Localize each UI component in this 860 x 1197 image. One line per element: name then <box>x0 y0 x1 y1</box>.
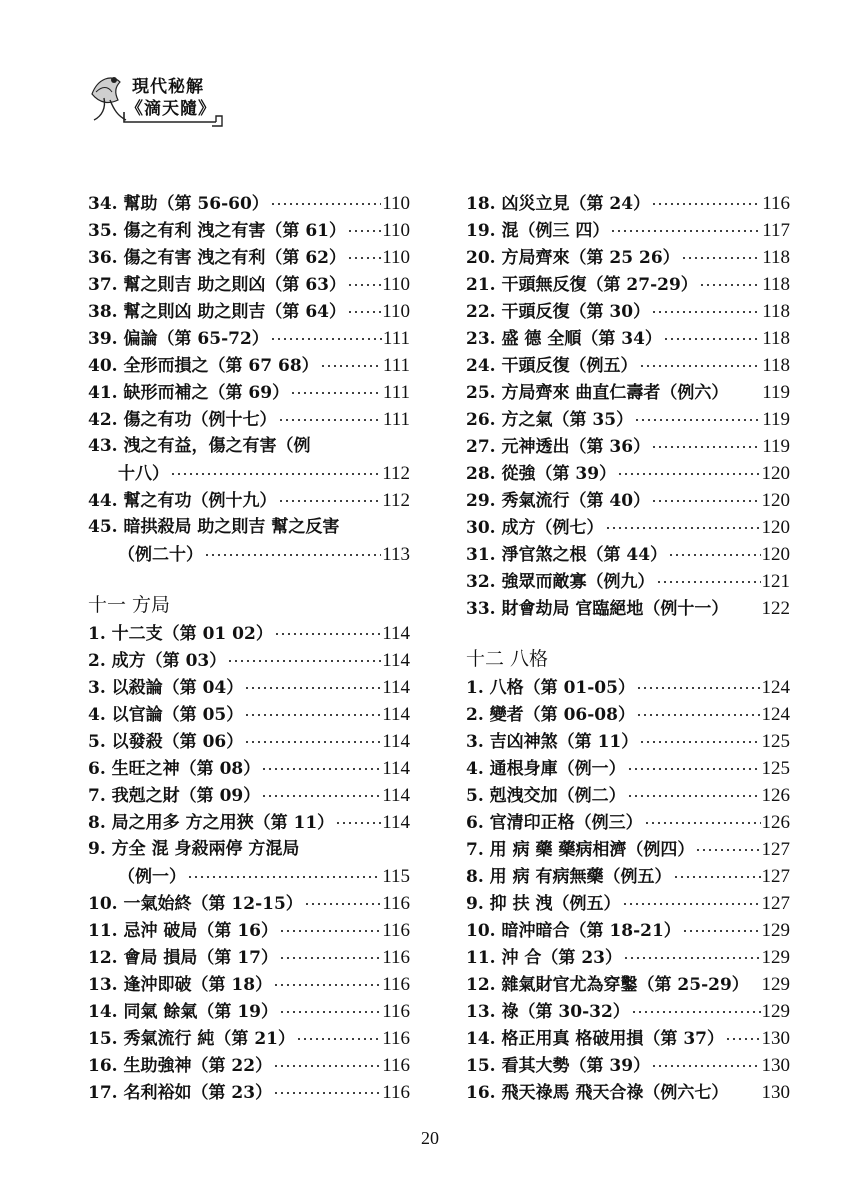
toc-entry-page: 117 <box>762 220 790 241</box>
toc-entry-page: 118 <box>762 274 790 295</box>
toc-entry <box>88 809 410 836</box>
toc-entry-title: 22. 干頭反復（第 30） <box>466 302 651 322</box>
toc-entry <box>466 728 790 755</box>
toc-entry-page: 125 <box>761 731 790 752</box>
toc-entry <box>88 917 410 944</box>
dot-leader <box>651 442 761 452</box>
toc-entry-page: 111 <box>382 382 410 403</box>
toc-entry <box>466 701 790 728</box>
dot-leader <box>320 361 382 371</box>
toc-entry <box>466 674 790 701</box>
toc-entry-title: 3. 吉凶神煞（第 11） <box>466 732 639 752</box>
toc-entry-title: 45. 暗拱殺局 助之則吉 幫之反害 <box>88 517 340 537</box>
dot-leader <box>639 361 762 371</box>
toc-entry <box>88 890 410 917</box>
toc-entry-page: 126 <box>761 785 790 806</box>
toc-entry-page: 120 <box>761 544 790 565</box>
dot-leader <box>347 253 381 263</box>
toc-entry-title: 15. 秀氣流行 純（第 21） <box>88 1029 295 1049</box>
toc-entry <box>466 541 790 568</box>
toc-entry <box>466 568 790 595</box>
dot-leader <box>644 818 761 828</box>
toc-entry-title: 36. 傷之有害 洩之有利（第 62） <box>88 248 346 268</box>
toc-entry-page: 119 <box>762 382 790 403</box>
toc-entry <box>88 1025 410 1052</box>
toc-entry-page: 116 <box>382 1001 410 1022</box>
dot-leader <box>273 1088 381 1098</box>
toc-entry <box>466 836 790 863</box>
toc-entry-title: 7. 用 病 藥 藥病相濟（例四） <box>466 840 695 860</box>
toc-entry-page: 116 <box>382 1055 410 1076</box>
toc-entry-title: 43. 洩之有益，傷之有害（例 <box>88 436 311 456</box>
toc-entry-page: 125 <box>761 758 790 779</box>
toc-entry-page: 110 <box>382 247 410 268</box>
toc-entry <box>88 728 410 755</box>
toc-entry-title: 5. 以發殺（第 06） <box>88 732 244 752</box>
dot-leader <box>623 953 761 963</box>
dot-leader <box>278 496 382 506</box>
dot-leader <box>725 1034 761 1044</box>
toc-entry-title: 16. 生助強神（第 22） <box>88 1056 273 1076</box>
toc-entry <box>88 701 410 728</box>
toc-entry-page: 116 <box>382 974 410 995</box>
toc-entry-page: 127 <box>761 893 790 914</box>
toc-entry-page: 111 <box>382 328 410 349</box>
toc-entry-page: 110 <box>382 274 410 295</box>
toc-entry <box>88 190 410 217</box>
book-header-logo <box>84 64 234 128</box>
dot-leader <box>651 307 761 317</box>
toc-entry-page: 110 <box>382 301 410 322</box>
dot-leader <box>187 872 381 882</box>
toc-entry-page: 114 <box>382 704 410 725</box>
toc-entry-page: 114 <box>382 785 410 806</box>
toc-entry <box>88 406 410 433</box>
header-title-line1: 現代秘解 <box>132 77 204 97</box>
toc-entry-page: 114 <box>382 623 410 644</box>
toc-entry-page: 124 <box>761 677 790 698</box>
toc-entry-page: 115 <box>382 866 410 887</box>
toc-entry <box>466 944 790 971</box>
toc-entry-title: 17. 名利裕如（第 23） <box>88 1083 273 1103</box>
dot-leader <box>279 953 381 963</box>
toc-entry-title: 十八） <box>118 464 169 484</box>
toc-entry <box>88 647 410 674</box>
toc-entry-page: 112 <box>382 463 410 484</box>
toc-entry-title: 1. 十二支（第 01 02） <box>88 624 273 644</box>
dot-leader <box>347 307 381 317</box>
toc-entry-page: 119 <box>762 409 790 430</box>
toc-entry-page: 114 <box>382 731 410 752</box>
toc-entry-page: 116 <box>382 947 410 968</box>
toc-entry-page: 130 <box>761 1028 790 1049</box>
dot-leader <box>304 899 381 909</box>
toc-entry <box>466 460 790 487</box>
toc-entry <box>466 433 790 460</box>
toc-entry-title: 15. 看其大勢（第 39） <box>466 1056 651 1076</box>
toc-entry-title: 1. 八格（第 01-05） <box>466 678 635 698</box>
toc-entry-page: 118 <box>762 247 790 268</box>
header-title-line2: 《滴天隨》 <box>126 99 216 119</box>
dot-leader <box>663 334 761 344</box>
toc-entry <box>466 998 790 1025</box>
toc-entry-title: 37. 幫之則吉 助之則凶（第 63） <box>88 275 346 295</box>
dot-leader <box>244 683 381 693</box>
toc-entry-title: 2. 變者（第 06-08） <box>466 705 635 725</box>
toc-entry <box>88 998 410 1025</box>
dot-leader <box>261 791 381 801</box>
toc-entry-page: 127 <box>761 839 790 860</box>
toc-entry <box>88 298 410 325</box>
dot-leader <box>639 737 760 747</box>
toc-entry-title: 35. 傷之有利 洩之有害（第 61） <box>88 221 346 241</box>
dot-leader <box>627 764 761 774</box>
toc-entry-page: 129 <box>761 920 790 941</box>
toc-entry-page: 127 <box>761 866 790 887</box>
toc-entry <box>88 674 410 701</box>
dot-leader <box>278 415 382 425</box>
toc-entry-title: （例二十） <box>118 545 203 565</box>
toc-entry-title: 19. 混（例三 四） <box>466 221 610 241</box>
dot-leader <box>656 577 761 587</box>
toc-entry-title: 40. 全形而損之（第 67 68） <box>88 356 319 376</box>
toc-entry <box>88 433 410 460</box>
dot-leader <box>651 496 760 506</box>
toc-entry-title: （例一） <box>118 867 186 887</box>
toc-entry <box>466 514 790 541</box>
toc-entry <box>466 352 790 379</box>
toc-entry-title: 38. 幫之則凶 助之則吉（第 64） <box>88 302 346 322</box>
toc-entry <box>88 379 410 406</box>
toc-entry-page: 121 <box>761 571 790 592</box>
toc-group-bage <box>466 674 790 1106</box>
toc-entry-page: 114 <box>382 677 410 698</box>
dot-leader <box>682 926 761 936</box>
toc-entry-title: 39. 偏論（第 65-72） <box>88 329 269 349</box>
dot-leader <box>261 764 381 774</box>
toc-entry-title: 30. 成方（例七） <box>466 518 604 538</box>
toc-entry <box>88 217 410 244</box>
dot-leader <box>622 899 761 909</box>
toc-entry-title: 8. 局之用多 方之用狹（第 11） <box>88 813 335 833</box>
toc-entry-title: 6. 生旺之神（第 08） <box>88 759 261 779</box>
dot-leader <box>244 737 381 747</box>
dot-leader <box>273 980 381 990</box>
toc-entry-title: 41. 缺形而補之（第 69） <box>88 383 290 403</box>
toc-entry <box>466 971 790 998</box>
toc-entry <box>88 1079 410 1106</box>
toc-entry-title: 29. 秀氣流行（第 40） <box>466 491 651 511</box>
toc-entry-page: 118 <box>762 328 790 349</box>
toc-entry-title: 21. 干頭無反復（第 27-29） <box>466 275 698 295</box>
toc-entry <box>466 595 790 622</box>
toc-group-fangju <box>88 620 410 1106</box>
toc-entry-title: 28. 從強（第 39） <box>466 464 617 484</box>
toc-entry <box>466 244 790 271</box>
toc-entry-page: 116 <box>382 920 410 941</box>
toc-entry-title: 14. 格正用真 格破用損（第 37） <box>466 1029 724 1049</box>
toc-entry-page: 112 <box>382 490 410 511</box>
toc-entry-page: 113 <box>382 544 410 565</box>
toc-entry-title: 33. 財會劫局 官臨絕地（例十一） <box>466 599 729 619</box>
toc-entry <box>466 782 790 809</box>
dot-leader <box>631 1007 761 1017</box>
dot-leader <box>274 629 381 639</box>
toc-entry-page: 116 <box>382 893 410 914</box>
toc-entry <box>466 755 790 782</box>
toc-entry-page: 110 <box>382 220 410 241</box>
toc-entry-title: 23. 盛 德 全順（第 34） <box>466 329 662 349</box>
dot-leader <box>335 818 381 828</box>
toc-entry <box>88 1052 410 1079</box>
toc-entry <box>88 782 410 809</box>
toc-entry-title: 4. 以官論（第 05） <box>88 705 244 725</box>
toc-entry-title: 4. 通根身庫（例一） <box>466 759 626 779</box>
dot-leader <box>668 550 760 560</box>
toc-entry-page: 118 <box>762 301 790 322</box>
toc-entry-title: 8. 用 病 有病無藥（例五） <box>466 867 672 887</box>
toc-entry-page: 122 <box>761 598 790 619</box>
toc-entry-title: 12. 會局 損局（第 17） <box>88 948 278 968</box>
toc-entry-title: 7. 我剋之財（第 09） <box>88 786 261 806</box>
dot-leader <box>636 683 761 693</box>
toc-entry <box>466 917 790 944</box>
dot-leader <box>699 280 761 290</box>
dot-leader <box>279 1007 381 1017</box>
toc-entry-page: 118 <box>762 355 790 376</box>
toc-entry <box>466 406 790 433</box>
toc-entry-page: 130 <box>761 1082 790 1103</box>
toc-entry-title: 13. 逢沖即破（第 18） <box>88 975 273 995</box>
toc-entry-title: 5. 剋洩交加（例二） <box>466 786 626 806</box>
toc-entry-title: 42. 傷之有功（例十七） <box>88 410 277 430</box>
toc-entry <box>88 271 410 298</box>
dot-leader <box>610 226 761 236</box>
toc-entry-title: 20. 方局齊來（第 25 26） <box>466 248 680 268</box>
toc-entry-page: 126 <box>761 812 790 833</box>
toc-entry <box>88 244 410 271</box>
toc-entry-title: 12. 雜氣財官尤為穿鑿（第 25-29） <box>466 975 749 995</box>
dot-leader <box>636 710 761 720</box>
toc-entry-title: 25. 方局齊來 曲直仁壽者（例六） <box>466 383 729 403</box>
toc-entry <box>466 809 790 836</box>
dot-leader <box>695 845 760 855</box>
toc-column-right <box>466 190 790 1106</box>
toc-entry <box>466 1079 790 1106</box>
toc-entry-page: 116 <box>762 193 790 214</box>
toc-entry <box>466 1052 790 1079</box>
toc-entry-page: 129 <box>761 1001 790 1022</box>
toc-entry-title: 3. 以殺論（第 04） <box>88 678 244 698</box>
toc-entry-page: 124 <box>761 704 790 725</box>
toc-entry <box>466 271 790 298</box>
toc-entry <box>88 944 410 971</box>
toc-entry-title: 44. 幫之有功（例十九） <box>88 491 277 511</box>
dot-leader <box>273 1061 381 1071</box>
dot-leader <box>617 469 760 479</box>
toc-entry-page: 116 <box>382 1028 410 1049</box>
toc-entry-title: 31. 淨官煞之根（第 44） <box>466 545 668 565</box>
toc-entry-page: 119 <box>762 436 790 457</box>
toc-entry <box>88 541 410 568</box>
toc-entry <box>466 217 790 244</box>
dot-leader <box>681 253 762 263</box>
toc-entry-title: 9. 抑 扶 洩（例五） <box>466 894 621 914</box>
dot-leader <box>244 710 381 720</box>
toc-entry-title: 9. 方全 混 身殺兩停 方混局 <box>88 839 300 859</box>
section-heading-bage: 十二 八格 <box>466 648 549 670</box>
toc-entry <box>88 514 410 541</box>
toc-entry-page: 110 <box>382 193 410 214</box>
toc-entry-page: 120 <box>761 490 790 511</box>
toc-entry-title: 32. 強眾而敵寡（例九） <box>466 572 655 592</box>
toc-entry-page: 116 <box>382 1082 410 1103</box>
toc-entry <box>466 863 790 890</box>
dot-leader <box>270 199 381 209</box>
toc-entry-page: 120 <box>761 517 790 538</box>
toc-entry <box>466 487 790 514</box>
toc-entry-title: 18. 凶災立見（第 24） <box>466 194 651 214</box>
toc-entry <box>466 190 790 217</box>
toc-entry <box>466 1025 790 1052</box>
toc-entry-title: 2. 成方（第 03） <box>88 651 227 671</box>
toc-entry-title: 11. 忌沖 破局（第 16） <box>88 921 278 941</box>
toc-entry-title: 16. 飛天祿馬 飛天合祿（例六七） <box>466 1083 729 1103</box>
toc-entry <box>88 487 410 514</box>
toc-entry-page: 114 <box>382 650 410 671</box>
dot-leader <box>347 280 381 290</box>
toc-entry-title: 26. 方之氣（第 35） <box>466 410 634 430</box>
toc-entry-page: 130 <box>761 1055 790 1076</box>
toc-entry <box>466 379 790 406</box>
toc-entry <box>88 352 410 379</box>
toc-column-left <box>88 190 410 1106</box>
toc-group-right-continued <box>466 190 790 622</box>
toc-entry-page: 129 <box>761 947 790 968</box>
toc-group-left-continued <box>88 190 410 568</box>
toc-entry-title: 13. 祿（第 30-32） <box>466 1002 630 1022</box>
toc-entry <box>88 863 410 890</box>
dot-leader <box>296 1034 381 1044</box>
toc-entry-title: 6. 官清印正格（例三） <box>466 813 643 833</box>
dot-leader <box>627 791 761 801</box>
toc-entry-title: 10. 一氣始終（第 12-15） <box>88 894 303 914</box>
dot-leader <box>673 872 761 882</box>
dot-leader <box>279 926 381 936</box>
toc-entry-page: 114 <box>382 812 410 833</box>
dot-leader <box>227 656 381 666</box>
toc-entry-title: 24. 干頭反復（例五） <box>466 356 638 376</box>
dot-leader <box>651 1061 760 1071</box>
toc-entry-title: 34. 幫助（第 56-60） <box>88 194 269 214</box>
toc-entry <box>466 325 790 352</box>
toc-entry <box>466 890 790 917</box>
toc-entry <box>88 971 410 998</box>
toc-entry-page: 111 <box>382 355 410 376</box>
dot-leader <box>270 334 382 344</box>
toc-entry-title: 27. 元神透出（第 36） <box>466 437 651 457</box>
toc-entry-title: 11. 沖 合（第 23） <box>466 948 622 968</box>
toc-entry <box>88 620 410 647</box>
dot-leader <box>651 199 761 209</box>
dot-leader <box>290 388 382 398</box>
toc-entry <box>88 325 410 352</box>
dot-leader <box>347 226 381 236</box>
toc-entry-page: 120 <box>761 463 790 484</box>
toc-entry <box>88 460 410 487</box>
dot-leader <box>634 415 761 425</box>
dot-leader <box>605 523 761 533</box>
dot-leader <box>170 469 381 479</box>
toc-entry <box>466 298 790 325</box>
toc-entry-title: 10. 暗沖暗合（第 18-21） <box>466 921 681 941</box>
section-heading-fangju: 十一 方局 <box>88 594 171 616</box>
toc-entry-page: 114 <box>382 758 410 779</box>
page-number: 20 <box>421 1128 439 1148</box>
dot-leader <box>204 550 381 560</box>
toc-entry-page: 111 <box>382 409 410 430</box>
toc-entry-page: 129 <box>761 974 790 995</box>
toc-entry <box>88 836 410 863</box>
toc-entry <box>88 755 410 782</box>
toc-entry-title: 14. 同氣 餘氣（第 19） <box>88 1002 278 1022</box>
